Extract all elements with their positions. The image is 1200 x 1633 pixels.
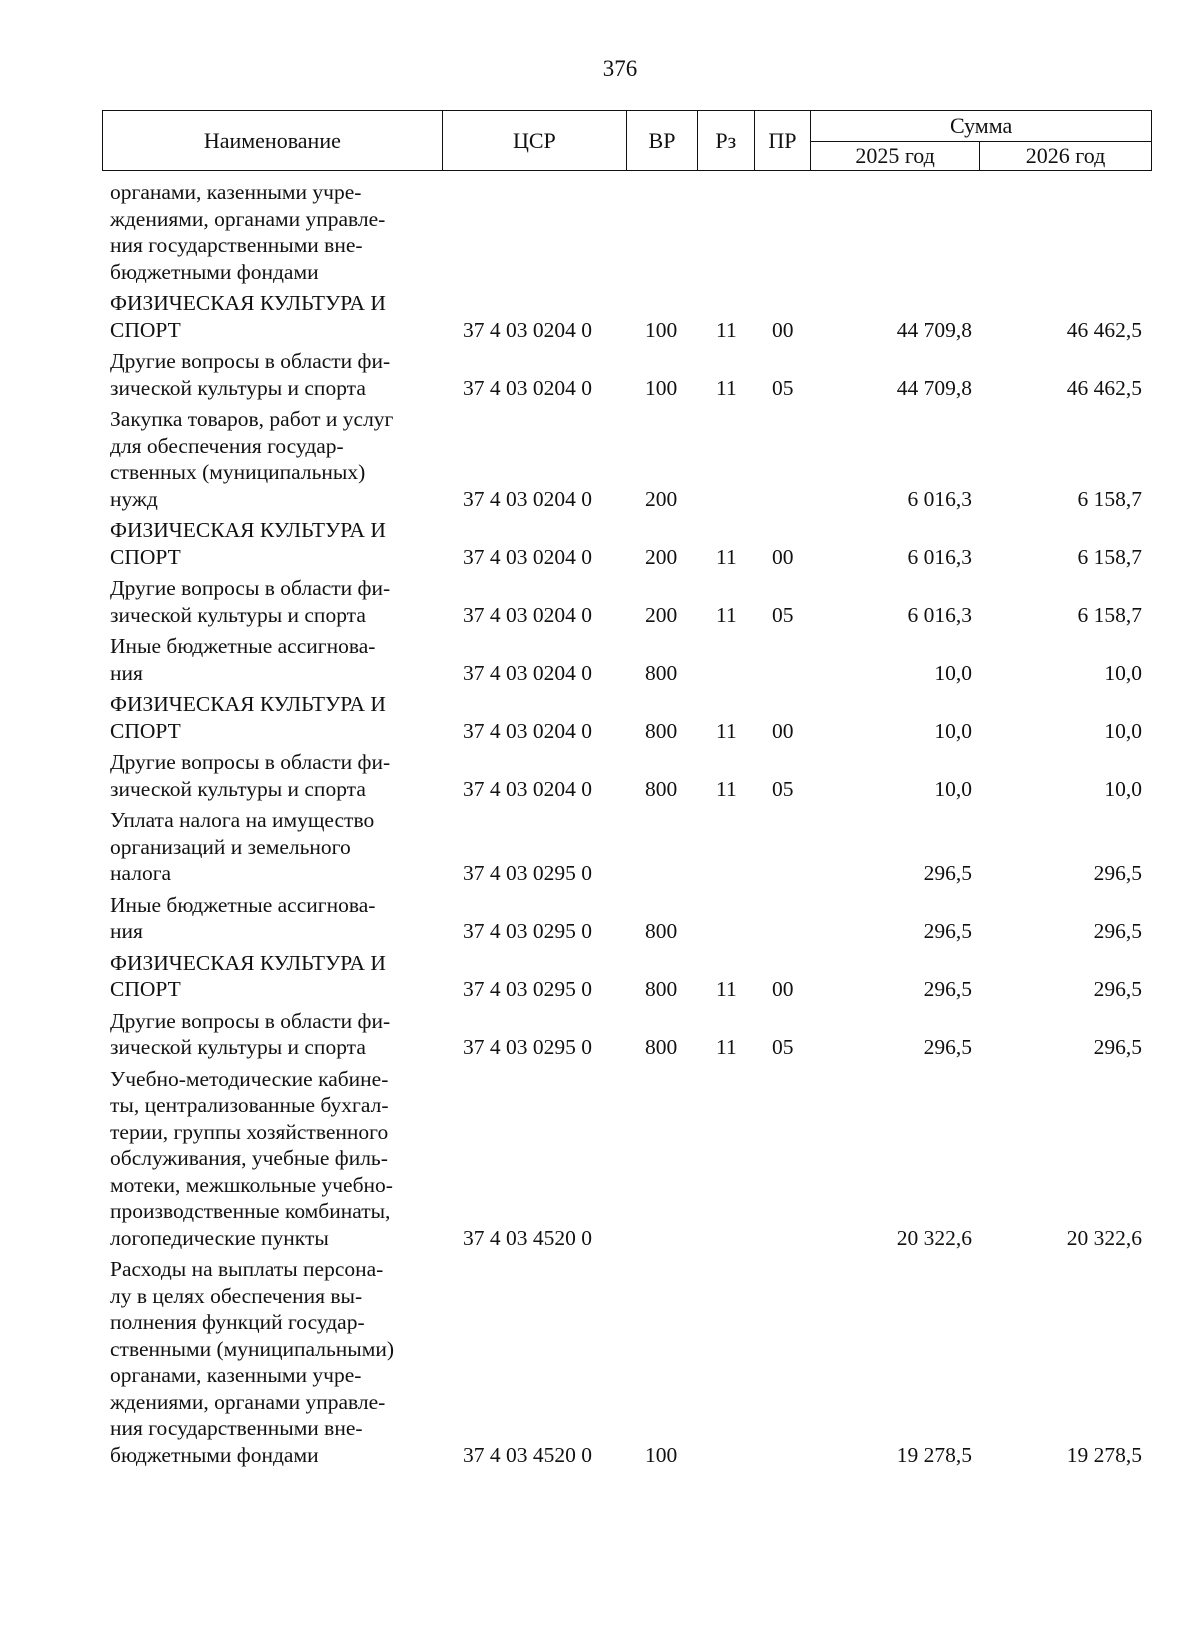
row-name [110, 517, 432, 570]
row-name-line: ФИЗИЧЕСКАЯ КУЛЬТУРА И [110, 518, 386, 542]
row-csr: 37 4 03 0295 0 [463, 861, 592, 885]
header-csr: ЦСР [442, 111, 626, 171]
row-rz: 11 [716, 544, 737, 569]
header-sum: Сумма [811, 111, 1152, 142]
row-csr: 37 4 03 0204 0 [463, 602, 592, 627]
row-name-line: СПОРТ [110, 544, 181, 569]
row-rz: 11 [716, 375, 737, 400]
row-vr: 200 [645, 486, 678, 511]
row-sum-2025: 10,0 [934, 776, 972, 801]
header-rz: Рз [697, 111, 754, 171]
row-vr: 800 [645, 660, 678, 685]
row-sum-2025: 296,5 [923, 861, 972, 885]
row-rz: 11 [716, 1035, 737, 1059]
header-pr: ПР [754, 111, 811, 171]
row-name [110, 290, 432, 343]
row-name-line: зической культуры и спорта [110, 375, 366, 400]
row-name [110, 807, 432, 887]
row-name-line: ния [110, 919, 143, 943]
row-sum-2025: 44 709,8 [896, 317, 972, 342]
row-name [110, 1008, 432, 1061]
row-name-line: Уплата налога на имущество [110, 808, 375, 832]
row-rz: 11 [716, 977, 737, 1001]
row-csr: 37 4 03 0204 0 [463, 544, 592, 569]
row-pr: 05 [772, 776, 794, 801]
row-name-line: Другие вопросы в области фи- [110, 576, 391, 600]
row-name [110, 691, 432, 744]
row-name [110, 892, 432, 945]
row-name-line: лу в целях обеспечения вы- [110, 1283, 363, 1308]
row-csr: 37 4 03 0204 0 [463, 718, 592, 743]
row-name-line: организаций и земельного [110, 834, 351, 859]
row-sum-2026: 10,0 [1104, 776, 1142, 801]
row-sum-2025: 10,0 [934, 660, 972, 685]
row-vr: 100 [645, 317, 678, 342]
row-name [110, 575, 432, 628]
row-name-line: ственными (муниципальными) [110, 1336, 394, 1361]
row-csr: 37 4 03 4520 0 [463, 1225, 592, 1250]
row-sum-2025: 6 016,3 [907, 486, 972, 511]
row-name-line: Закупка товаров, работ и услуг [110, 407, 394, 431]
row-name-line: для обеспечения государ- [110, 433, 344, 458]
row-vr: 100 [645, 375, 678, 400]
row-name-line: зической культуры и спорта [110, 776, 366, 801]
page-number: 376 [602, 56, 638, 81]
row-name-line: Другие вопросы в области фи- [110, 1008, 391, 1033]
table-row [0, 517, 1200, 570]
row-csr: 37 4 03 4520 0 [463, 1442, 592, 1467]
row-name-line: Другие вопросы в области фи- [110, 750, 391, 774]
table-row [0, 749, 1200, 802]
row-name [110, 633, 432, 686]
table-row [0, 892, 1200, 945]
row-name-line: СПОРТ [110, 317, 181, 342]
row-sum-2025: 10,0 [934, 718, 972, 743]
row-name [110, 1256, 432, 1468]
row-pr: 00 [772, 718, 794, 743]
row-vr: 200 [645, 544, 678, 569]
row-name-line: бюджетными фондами [110, 259, 319, 284]
row-sum-2026: 46 462,5 [1066, 375, 1142, 400]
row-name-line: мотеки, межшкольные учебно- [110, 1172, 393, 1197]
row-name-line: Учебно-методические кабине- [110, 1066, 389, 1091]
row-name-line: органами, казенными учре- [110, 1363, 362, 1387]
row-name-line: Иные бюджетные ассигнова- [110, 634, 376, 658]
row-name-line: ния государственными вне- [110, 233, 363, 257]
table-row [0, 950, 1200, 1003]
row-name-line: нужд [110, 486, 158, 511]
row-sum-2025: 19 278,5 [896, 1442, 972, 1467]
row-name-line: ния государственными вне- [110, 1416, 363, 1440]
row-name-line: логопедические пункты [110, 1225, 329, 1250]
row-pr: 00 [772, 317, 794, 342]
table-row [0, 179, 1200, 285]
row-sum-2026: 296,5 [1093, 1035, 1142, 1059]
row-sum-2026: 19 278,5 [1066, 1442, 1142, 1467]
row-pr: 00 [772, 544, 794, 569]
row-pr: 05 [772, 1035, 794, 1059]
table-header [102, 110, 1152, 171]
table-row [0, 807, 1200, 887]
row-name-line: ты, централизованные бухгал- [110, 1093, 389, 1117]
row-vr: 800 [645, 977, 678, 1001]
row-name-line: ния [110, 660, 143, 685]
row-name-line: ждениями, органами управле- [110, 1389, 386, 1414]
row-sum-2026: 46 462,5 [1066, 317, 1142, 342]
row-name [110, 749, 432, 802]
row-name-line: ждениями, органами управле- [110, 206, 386, 231]
row-sum-2025: 296,5 [923, 919, 972, 943]
row-sum-2025: 296,5 [923, 1035, 972, 1059]
row-sum-2026: 10,0 [1104, 660, 1142, 685]
row-csr: 37 4 03 0204 0 [463, 317, 592, 342]
row-name-line: ФИЗИЧЕСКАЯ КУЛЬТУРА И [110, 692, 386, 716]
row-name [110, 406, 432, 512]
row-sum-2025: 6 016,3 [907, 544, 972, 569]
row-vr: 100 [645, 1442, 678, 1467]
row-sum-2026: 296,5 [1093, 977, 1142, 1001]
row-name-line: производственные комбинаты, [110, 1199, 391, 1223]
header-2025: 2025 год [811, 142, 980, 171]
header-vr: ВР [626, 111, 697, 171]
row-name [110, 950, 432, 1003]
row-pr: 00 [772, 977, 794, 1001]
row-csr: 37 4 03 0204 0 [463, 776, 592, 801]
row-name-line: СПОРТ [110, 718, 181, 743]
row-vr: 800 [645, 776, 678, 801]
row-sum-2026: 6 158,7 [1077, 544, 1142, 569]
row-name-line: обслуживания, учебные филь- [110, 1146, 388, 1170]
row-name-line: ственных (муниципальных) [110, 460, 366, 484]
table-body [0, 174, 1200, 1468]
table-row [0, 1256, 1200, 1468]
row-sum-2026: 296,5 [1093, 919, 1142, 943]
table-row [0, 633, 1200, 686]
row-name-line: СПОРТ [110, 977, 181, 1001]
row-sum-2026: 296,5 [1093, 861, 1142, 885]
row-pr: 05 [772, 375, 794, 400]
row-rz: 11 [716, 602, 737, 627]
row-name-line: Другие вопросы в области фи- [110, 349, 391, 373]
row-sum-2026: 10,0 [1104, 718, 1142, 743]
row-name-line: Иные бюджетные ассигнова- [110, 892, 376, 917]
table-row [0, 348, 1200, 401]
row-sum-2025: 44 709,8 [896, 375, 972, 400]
row-name-line: ФИЗИЧЕСКАЯ КУЛЬТУРА И [110, 950, 386, 975]
row-csr: 37 4 03 0204 0 [463, 375, 592, 400]
row-name-line: зической культуры и спорта [110, 1035, 366, 1059]
row-name [110, 179, 432, 285]
row-name-line: зической культуры и спорта [110, 602, 366, 627]
row-name-line: ФИЗИЧЕСКАЯ КУЛЬТУРА И [110, 291, 386, 315]
row-vr: 800 [645, 718, 678, 743]
row-sum-2025: 6 016,3 [907, 602, 972, 627]
row-name-line: терии, группы хозяйственного [110, 1119, 389, 1144]
row-sum-2026: 6 158,7 [1077, 602, 1142, 627]
row-csr: 37 4 03 0204 0 [463, 660, 592, 685]
table-row [0, 406, 1200, 512]
table-row [0, 1066, 1200, 1252]
table-row [0, 290, 1200, 343]
row-name [110, 348, 432, 401]
row-name-line: полнения функций государ- [110, 1310, 365, 1334]
table-row [0, 575, 1200, 628]
table-row [0, 1008, 1200, 1061]
row-name-line: налога [110, 861, 172, 885]
row-rz: 11 [716, 776, 737, 801]
row-name [110, 1066, 432, 1252]
row-sum-2025: 20 322,6 [896, 1225, 972, 1250]
row-vr: 800 [645, 919, 678, 943]
row-csr: 37 4 03 0295 0 [463, 1035, 592, 1059]
row-pr: 05 [772, 602, 794, 627]
row-sum-2026: 6 158,7 [1077, 486, 1142, 511]
row-sum-2025: 296,5 [923, 977, 972, 1001]
row-csr: 37 4 03 0295 0 [463, 977, 592, 1001]
header-name: Наименование [103, 111, 443, 171]
row-csr: 37 4 03 0204 0 [463, 486, 592, 511]
row-sum-2026: 20 322,6 [1066, 1225, 1142, 1250]
row-csr: 37 4 03 0295 0 [463, 919, 592, 943]
row-name-line: органами, казенными учре- [110, 180, 362, 204]
row-rz: 11 [716, 317, 737, 342]
row-name-line: Расходы на выплаты персона- [110, 1257, 384, 1281]
row-rz: 11 [716, 718, 737, 743]
row-vr: 200 [645, 602, 678, 627]
header-2026: 2026 год [980, 142, 1152, 171]
row-vr: 800 [645, 1035, 678, 1059]
row-name-line: бюджетными фондами [110, 1442, 319, 1467]
table-row [0, 691, 1200, 744]
